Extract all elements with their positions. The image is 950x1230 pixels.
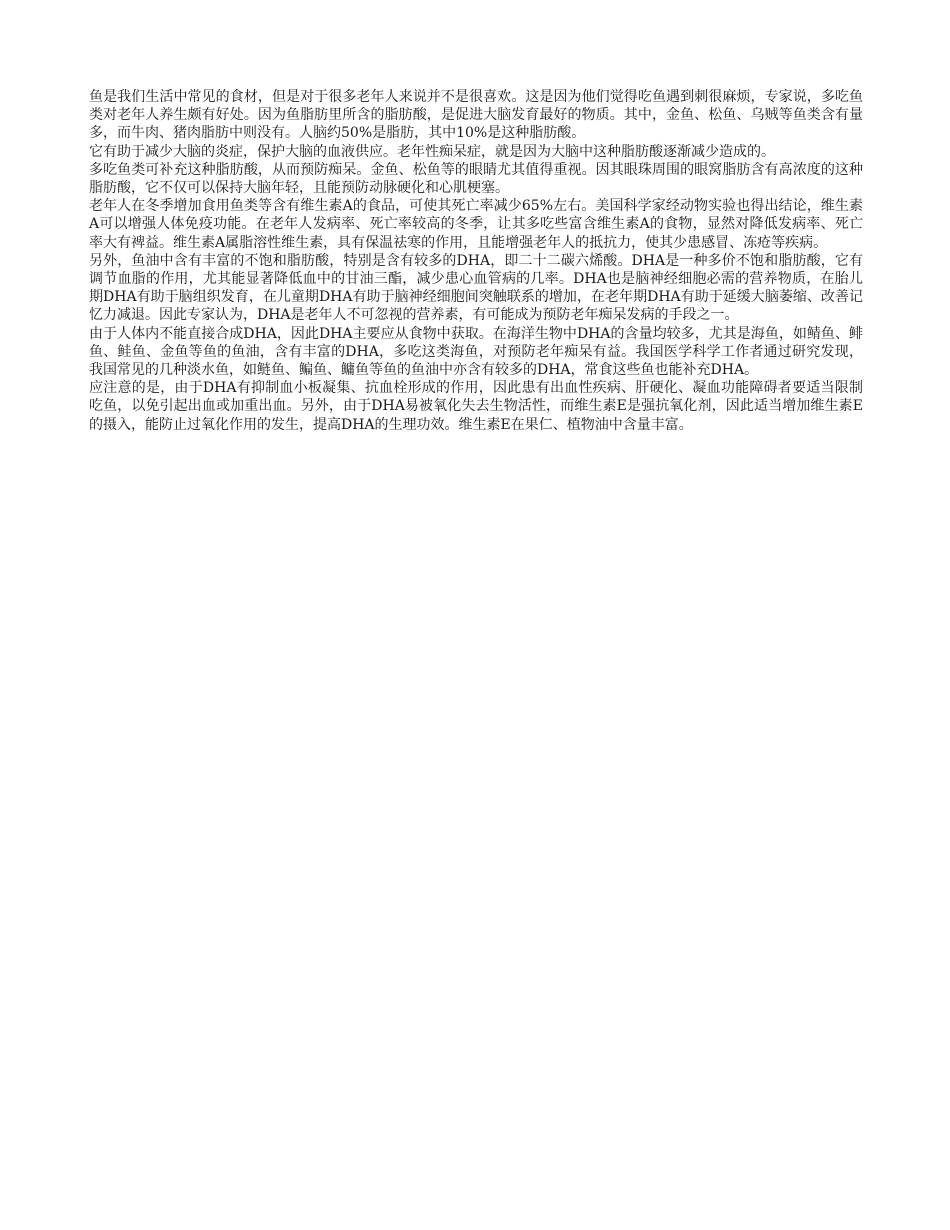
paragraph: 多吃鱼类可补充这种脂肪酸，从而预防痴呆。金鱼、松鱼等的眼睛尤其值得重视。因其眼珠周围的眼窝脂肪含有高浓度的这种脂肪酸，它不仅可以保持大脑年轻，且能预防动脉硬化和心肌梗塞。 <box>89 161 863 197</box>
paragraph: 老年人在冬季增加食用鱼类等含有维生素A的食品，可使其死亡率减少65%左右。美国科学家经动物实验也得出结论，维生素A可以增强人体免疫功能。在老年人发病率、死亡率较高的冬季，让其多吃些富含维生素A的食物，显然对降低发病率、死亡率大有裨益。维生素A属脂溶性维生素，具有保温祛寒的作用，且能增强老年人的抵抗力，使其少患感冒、冻疮等疾病。 <box>89 198 863 251</box>
paragraph: 另外，鱼油中含有丰富的不饱和脂肪酸，特别是含有较多的DHA，即二十二碳六烯酸。DHA是一种多价不饱和脂肪酸，它有调节血脂的作用，尤其能显著降低血中的甘油三酯，减少患心血管病的几率。DHA也是脑神经细胞必需的营养物质，在胎儿期DHA有助于脑组织发育，在儿童期DHA有助于脑神经细胞间突触联系的增加，在老年期DHA有助于延缓大脑萎缩、改善记忆力减退。因此专家认为，DHA是老年人不可忽视的营养素，有可能成为预防老年痴呆发病的手段之一。 <box>89 252 863 324</box>
paragraph: 由于人体内不能直接合成DHA，因此DHA主要应从食物中获取。在海洋生物中DHA的含量均较多，尤其是海鱼，如鲭鱼、鲱鱼、鲑鱼、金鱼等鱼的鱼油，含有丰富的DHA，多吃这类海鱼，对预防老年痴呆有益。我国医学科学工作者通过研究发现，我国常见的几种淡水鱼，如鲢鱼、鳊鱼、鳙鱼等鱼的鱼油中亦含有较多的DHA，常食这些鱼也能补充DHA。 <box>89 325 863 379</box>
document-body <box>89 88 863 434</box>
paragraph: 它有助于减少大脑的炎症，保护大脑的血液供应。老年性痴呆症，就是因为大脑中这种脂肪酸逐渐减少造成的。 <box>89 143 775 160</box>
paragraph: 应注意的是，由于DHA有抑制血小板凝集、抗血栓形成的作用，因此患有出血性疾病、肝硬化、凝血功能障碍者要适当限制吃鱼，以免引起出血或加重出血。另外，由于DHA易被氧化失去生物活性，而维生素E是强抗氧化剂，因此适当增加维生素E的摄入，能防止过氧化作用的发生，提高DHA的生理功效。维生素E在果仁、植物油中含量丰富。 <box>89 380 863 433</box>
paragraph: 鱼是我们生活中常见的食材，但是对于很多老年人来说并不是很喜欢。这是因为他们觉得吃鱼遇到刺很麻烦，专家说，多吃鱼类对老年人养生颇有好处。因为鱼脂肪里所含的脂肪酸，是促进大脑发育最好的物质。其中，金鱼、松鱼、乌贼等鱼类含有量多，而牛肉、猪肉脂肪中则没有。人脑约50%是脂肪，其中10%是这种脂肪酸。 <box>89 89 863 142</box>
